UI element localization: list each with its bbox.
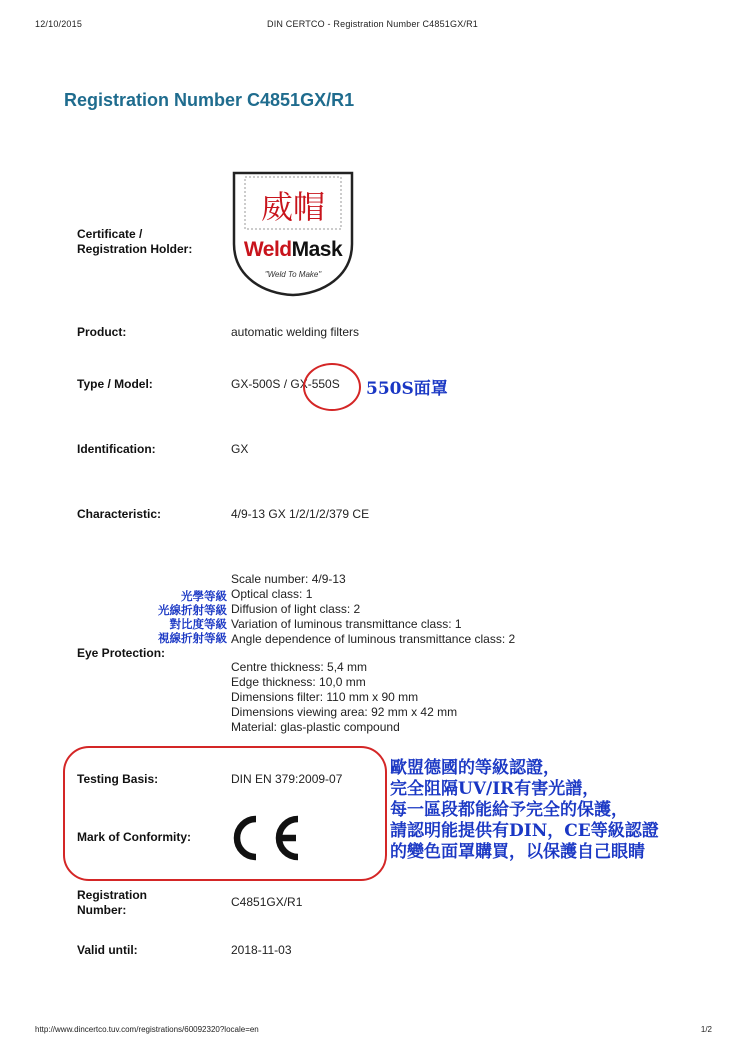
print-header-title: DIN CERTCO - Registration Number C4851GX/R1 — [267, 19, 478, 29]
variation-class: Variation of luminous transmittance class: 1 — [231, 617, 462, 631]
valid-until-value: 2018-11-03 — [231, 943, 292, 957]
type-model-label: Type / Model: — [77, 377, 153, 391]
registration-label-line1: Registration — [77, 888, 148, 902]
annotation-diffusion: 光線折射等級 — [158, 603, 227, 617]
footer-page-number: 1/2 — [700, 1025, 712, 1034]
annotation-angle: 視線折射等級 — [158, 631, 227, 645]
characteristic-label: Characteristic: — [77, 507, 162, 521]
type-model-value: GX-500S / GX-550S — [231, 377, 340, 391]
edge-thickness: Edge thickness: 10,0 mm — [231, 675, 366, 689]
product-label: Product: — [77, 325, 127, 339]
promo-line-3: 每一區段都能給予完全的保護， — [390, 800, 628, 820]
promo-line-4: 請認明能提供有DIN，CE等級認證 — [390, 821, 659, 841]
valid-until-label: Valid until: — [77, 943, 138, 957]
logo-slogan: "Weld To Make" — [264, 270, 322, 279]
promo-line-1: 歐盟德國的等級認證， — [390, 758, 560, 778]
material: Material: glas-plastic compound — [231, 720, 400, 734]
eye-protection-annotations — [128, 589, 227, 645]
identification-value: GX — [231, 442, 249, 456]
model-highlight-circle — [303, 363, 361, 411]
holder-label-line2: Registration Holder: — [77, 242, 193, 256]
holder-label-line1: Certificate / — [77, 227, 143, 241]
diffusion-class: Diffusion of light class: 2 — [231, 602, 361, 616]
registration-number-value: C4851GX/R1 — [231, 895, 303, 909]
conformity-highlight-box — [63, 746, 387, 881]
dimensions-viewing-area: Dimensions viewing area: 92 mm x 42 mm — [231, 705, 458, 719]
centre-thickness: Centre thickness: 5,4 mm — [231, 660, 368, 674]
weldmask-logo — [231, 170, 355, 298]
annotation-variation: 對比度等級 — [169, 617, 227, 631]
identification-label: Identification: — [77, 442, 156, 456]
promo-line-2: 完全阻隔UV/IR有害光譜， — [390, 779, 600, 799]
page-title: Registration Number C4851GX/R1 — [64, 90, 355, 110]
testing-basis-value: DIN EN 379:2009-07 — [231, 772, 343, 786]
ce-mark-icon — [229, 814, 303, 862]
model-annotation: 550S面罩 — [366, 379, 448, 399]
promo-line-5: 的變色面罩購買，以保護自己眼睛 — [390, 842, 645, 862]
eye-protection-label: Eye Protection: — [77, 646, 166, 660]
conformity-label: Mark of Conformity: — [77, 830, 191, 844]
registration-number-label — [77, 888, 147, 918]
eye-protection-classes — [231, 572, 515, 647]
logo-chinese-text: 威帽 — [260, 188, 326, 226]
optical-class: Optical class: 1 — [231, 587, 313, 601]
holder-label — [77, 227, 192, 257]
logo-brand-mask: Mask — [291, 238, 343, 261]
registration-label-line2: Number: — [77, 903, 127, 917]
characteristic-value: 4/9-13 GX 1/2/1/2/379 CE — [231, 507, 370, 521]
print-date: 12/10/2015 — [35, 19, 83, 29]
scale-number: Scale number: 4/9-13 — [231, 572, 346, 586]
footer-url[interactable]: http://www.dincertco.tuv.com/registrations/60092320?locale=en — [35, 1025, 259, 1034]
annotation-optical: 光學等級 — [181, 589, 227, 603]
dimensions-filter: Dimensions filter: 110 mm x 90 mm — [231, 690, 419, 704]
promo-annotation — [390, 758, 659, 863]
eye-protection-dimensions — [231, 660, 457, 735]
angle-dependence-class: Angle dependence of luminous transmittance class: 2 — [231, 632, 516, 646]
logo-brand-weld: Weld — [243, 238, 292, 261]
testing-basis-label: Testing Basis: — [77, 772, 159, 786]
product-value: automatic welding filters — [231, 325, 360, 339]
svg-text:WeldMask — [244, 238, 343, 261]
